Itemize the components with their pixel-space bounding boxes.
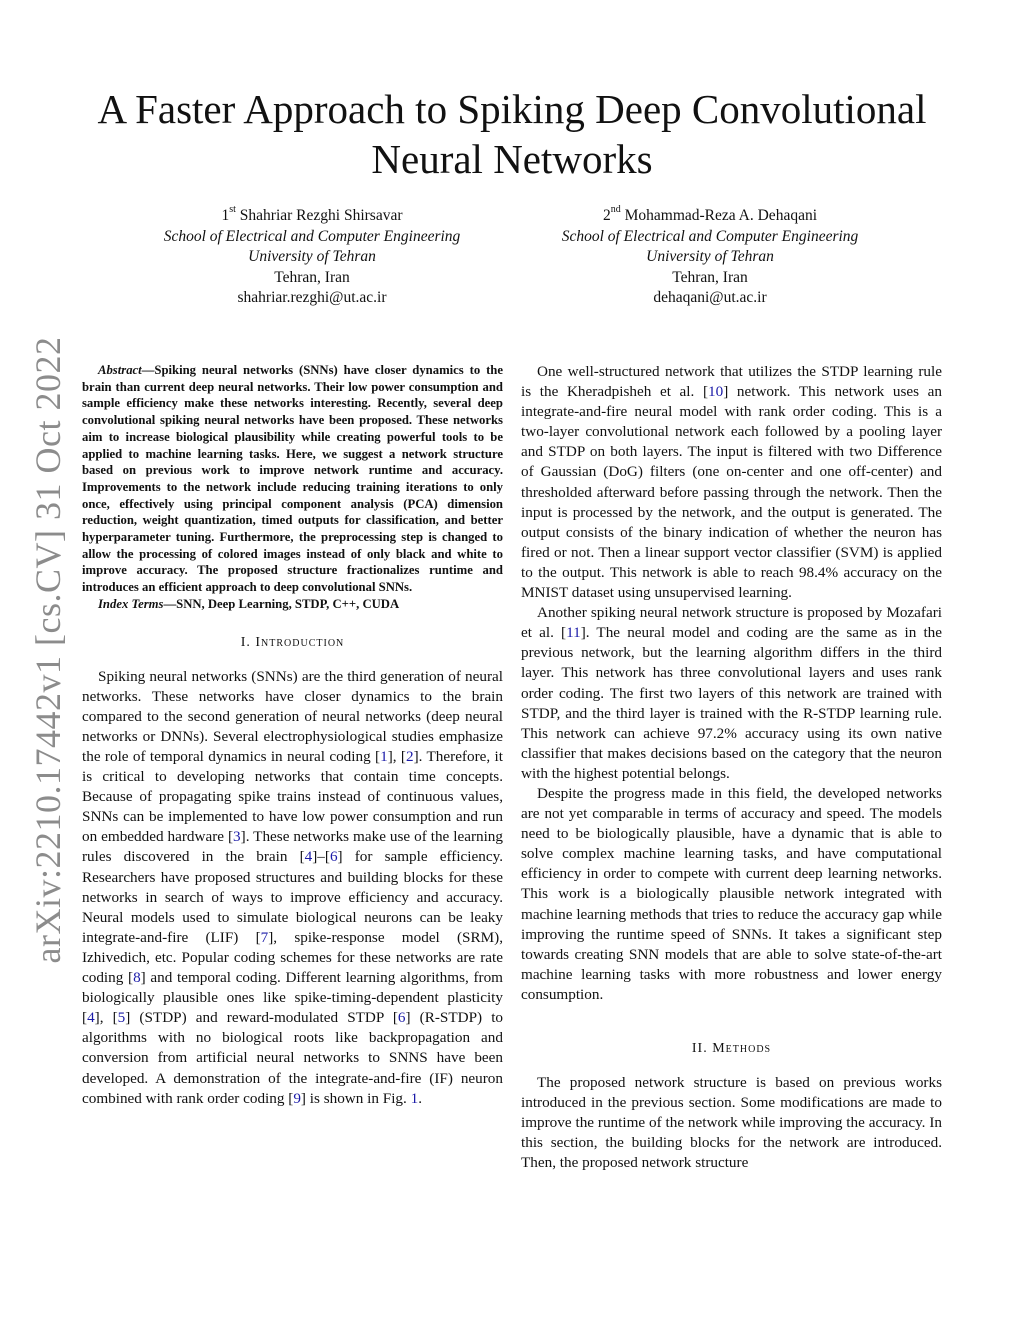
- author-school: School of Electrical and Computer Engineering: [163, 227, 461, 245]
- paper-title: [0, 84, 1024, 184]
- citation-link[interactable]: 4: [87, 1009, 95, 1027]
- author-block-2: [500, 202, 920, 309]
- citation-link[interactable]: 6: [329, 848, 338, 866]
- intro-paragraph: Spiking neural networks (SNNs) are the third generation of neural networks. These networks have closer dynamics to the brain compared to the second generation of neural networks (deep neural networks or DNNs). Several electrophysiological studies emphasize the role of temporal dynamics in neural coding [1], [2]. Therefore, it is critical to developing networks that contain time concepts. Because of propagating spike trains instead of continuous values, SNNs can be implemented to have low power consumption and run on embedded hardware [3]. These networks make use of the learning rules discovered in the brain [4]–[6] for sample efficiency. Researchers have proposed structures and building blocks for these networks in search of ways to improve efficiency and accuracy. Neural models used to simulate biological neurons can be leaky integrate-and-fire (LIF) [7], spike-response model (SRM), Izhivedich, etc. Popular coding schemes for these networks are rate coding [8] and temporal coding. Different learning algorithms, from biologically plausible ones like spike-timing-dependent plasticity [4], [5] (STDP) and reward-modulated STDP [6] (R-STDP) to algorithms with no biological roots like backpropagation and conversion from artificial neural networks to SNNS have been developed. A demonstration of the integrate-and-fire (IF) neuron combined with rank order coding [9] is shown in Fig. 1.: [82, 667, 504, 1107]
- author-email[interactable]: dehaqani@ut.ac.ir: [653, 289, 767, 307]
- right-column: [521, 362, 942, 1174]
- author-name: 1st Shahriar Rezghi Shirsavar: [221, 204, 403, 225]
- citation-link[interactable]: 7: [260, 928, 269, 946]
- author-block-1: [102, 202, 522, 309]
- citation-link[interactable]: 8: [133, 969, 141, 987]
- author-university: University of Tehran: [248, 248, 376, 266]
- left-column: [82, 362, 503, 1109]
- citation-link[interactable]: 3: [233, 828, 241, 846]
- author-university: University of Tehran: [646, 248, 774, 266]
- author-school: School of Electrical and Computer Engineering: [561, 227, 859, 245]
- body-paragraph: Another spiking neural network structure is proposed by Mozafari et al. [11]. The neural model and coding are the same as in the previous network, but the learning algorithm differs in the third layer. This network has three convolutional layers and uses rank order coding. The first two layers of this network are trained with STDP, and the third layer is trained with the R-STDP learning rule. This network can achieve 97.2% accuracy using its own native classifier that makes decisions based on the category that the neuron with the highest potential belongs.: [521, 604, 942, 782]
- methods-paragraph: The proposed network structure is based on previous works introduced in the previous section. Some modifications are made to improve the runtime of the network while improving the accuracy. In this section, the building blocks for the network are introduced. Then, the proposed network structure: [521, 1074, 942, 1172]
- author-email[interactable]: shahriar.rezghi@ut.ac.ir: [237, 289, 387, 307]
- abstract: [82, 362, 503, 596]
- index-terms: [82, 596, 503, 613]
- section-heading-introduction: I. Introduction: [240, 634, 345, 650]
- arxiv-identifier[interactable]: arXiv:2210.17442v1 [cs.CV] 31 Oct 2022: [28, 336, 68, 964]
- citation-link[interactable]: 6: [397, 1009, 406, 1027]
- citation-link[interactable]: 10: [708, 383, 724, 401]
- title-line-2: Neural Networks: [371, 136, 653, 182]
- citation-link[interactable]: 2: [405, 748, 414, 766]
- section-heading-methods: II. Methods: [691, 1041, 772, 1056]
- abstract-label: Abstract: [98, 363, 142, 377]
- abstract-text: —Spiking neural networks (SNNs) have closer dynamics to the brain than current deep neural networks. Their low power consumption and sample efficiency make these networks interesting. Recently, several deep convolutional spiking neural networks have been proposed. These networks aim to increase biological plausibility while creating powerful tools to be applied to machine learning tasks. Here, we suggest a network structure based on previous work to improve network runtime and accuracy. Improvements to the network include reducing training iterations to only once, effectively using principal component analysis (PCA) dimension reduction, weight quantization, timed outputs for classification, and better hyperparameter tuning. Furthermore, the preprocessing step is changed to allow the processing of colored images instead of only black and white to improve accuracy. The proposed structure fractionalizes runtime and introduces an efficient approach to deep convolutional SNNs.: [82, 363, 503, 595]
- author-location: Tehran, Iran: [672, 268, 748, 286]
- citation-link[interactable]: 5: [117, 1009, 126, 1027]
- citation-link[interactable]: 1: [380, 748, 388, 766]
- author-location: Tehran, Iran: [274, 268, 350, 286]
- body-paragraph: One well-structured network that utilizes the STDP learning rule is the Kheradpisheh et al. [10] network. This network uses an integrate-and-fire neural model with rank order coding. This is a two-layer convolutional network each followed by a pooling layer and STDP on both layers. The input is filtered with two Difference of Gaussian (DoG) filters (one on-center and one off-center) and thresholded afterward before passing through the network. Then the input is processed by the network, and the output is generated. The output consists of the binary indication of whether the neuron has fired or not. Then a linear support vector classifier (SVM) is applied to the output. This network is able to reach 98.4% accuracy on the MNIST dataset using unsupervised learning.: [521, 363, 943, 602]
- index-terms-label: Index Terms: [98, 596, 164, 611]
- citation-link[interactable]: 9: [293, 1089, 301, 1107]
- body-paragraph: Despite the progress made in this field, the developed networks are not yet comparable in terms of accuracy and speed. The models need to be biologically plausible, have a dynamic that is able to solve complex machine learning tasks, and have computational efficiency in order to compete with current deep learning networks. This work is a biologically plausible network integrated with machine learning methods that tries to reduce the accuracy gap while improving the runtime speed of SNNs. It takes a significant step towards creating SNN models that are able to solve state-of-the-art machine learning tasks with more robustness and lower energy consumption.: [521, 784, 942, 1003]
- title-line-1: A Faster Approach to Spiking Deep Convolutional: [97, 86, 927, 132]
- citation-link[interactable]: 4: [304, 848, 313, 866]
- author-name: 2nd Mohammad-Reza A. Dehaqani: [602, 204, 818, 225]
- figure-link[interactable]: 1: [410, 1089, 419, 1107]
- citation-link[interactable]: 11: [566, 624, 581, 642]
- index-terms-text: —SNN, Deep Learning, STDP, C++, CUDA: [163, 596, 400, 611]
